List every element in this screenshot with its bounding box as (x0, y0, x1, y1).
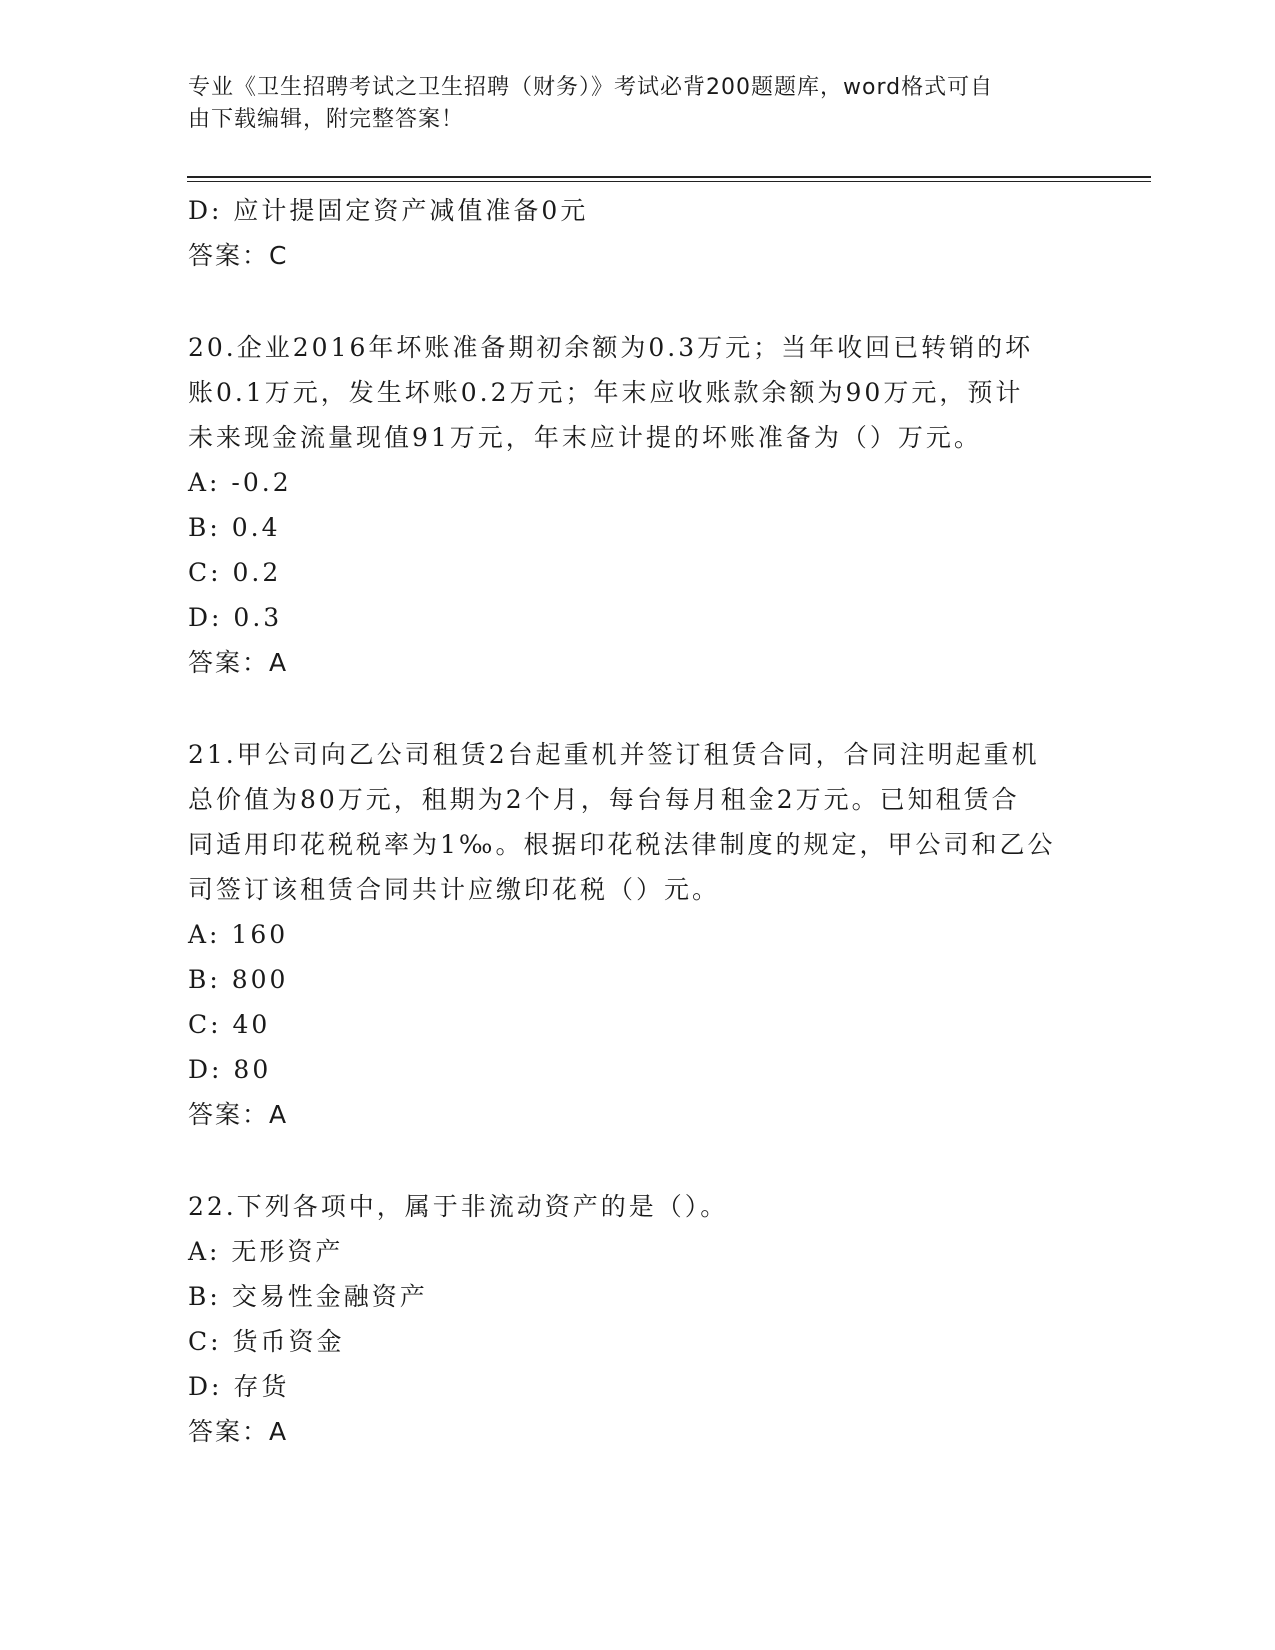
header-line-2: 由下载编辑，附完整答案！ (188, 107, 465, 132)
option-d: D: 应计提固定资产减值准备0元 (188, 196, 589, 225)
question-stem-line: 同适用印花税税率为1‰。根据印花税法律制度的规定，甲公司和乙公 (188, 830, 1056, 859)
answer-line: 答案：A (188, 1100, 289, 1129)
option-b: B: 0.4 (188, 513, 281, 542)
option-a: A: 160 (188, 920, 289, 949)
question-20 (188, 325, 1088, 685)
option-b: B: 交易性金融资产 (188, 1282, 428, 1311)
option-d: D: 80 (188, 1055, 272, 1084)
question-21 (188, 732, 1088, 1137)
question-content (188, 188, 1088, 1454)
option-c: C: 0.2 (188, 558, 282, 587)
header-rule-thick (187, 176, 1151, 178)
spacer (188, 685, 1088, 732)
question-19-tail (188, 188, 1088, 278)
question-22 (188, 1184, 1088, 1454)
question-stem-line: 20.企业2016年坏账准备期初余额为0.3万元；当年收回已转销的坏 (188, 333, 1034, 362)
option-a: A: 无形资产 (188, 1237, 344, 1266)
header-rule-thin (187, 181, 1151, 182)
option-d: D: 0.3 (188, 603, 283, 632)
question-stem-line: 总价值为80万元，租期为2个月，每台每月租金2万元。已知租赁合 (188, 785, 1020, 814)
spacer (188, 278, 1088, 325)
spacer (188, 1137, 1088, 1184)
option-a: A: -0.2 (188, 468, 292, 497)
answer-line: 答案：A (188, 648, 289, 677)
question-stem-line: 21.甲公司向乙公司租赁2台起重机并签订租赁合同，合同注明起重机 (188, 740, 1040, 769)
answer-line: 答案：A (188, 1417, 289, 1446)
option-c: C: 40 (188, 1010, 271, 1039)
option-c: C: 货币资金 (188, 1327, 345, 1356)
answer-line: 答案：C (188, 241, 289, 270)
option-d: D: 存货 (188, 1372, 290, 1401)
document-header (188, 72, 1068, 136)
header-line-1: 专业《卫生招聘考试之卫生招聘（财务）》考试必背200题题库，word格式可自 (188, 75, 994, 100)
question-stem-line: 未来现金流量现值91万元，年末应计提的坏账准备为（）万元。 (188, 423, 982, 452)
question-stem-line: 22.下列各项中，属于非流动资产的是（）。 (188, 1192, 729, 1221)
question-stem-line: 账0.1万元，发生坏账0.2万元；年末应收账款余额为90万元，预计 (188, 378, 1024, 407)
question-stem-line: 司签订该租赁合同共计应缴印花税（）元。 (188, 875, 721, 904)
option-b: B: 800 (188, 965, 289, 994)
